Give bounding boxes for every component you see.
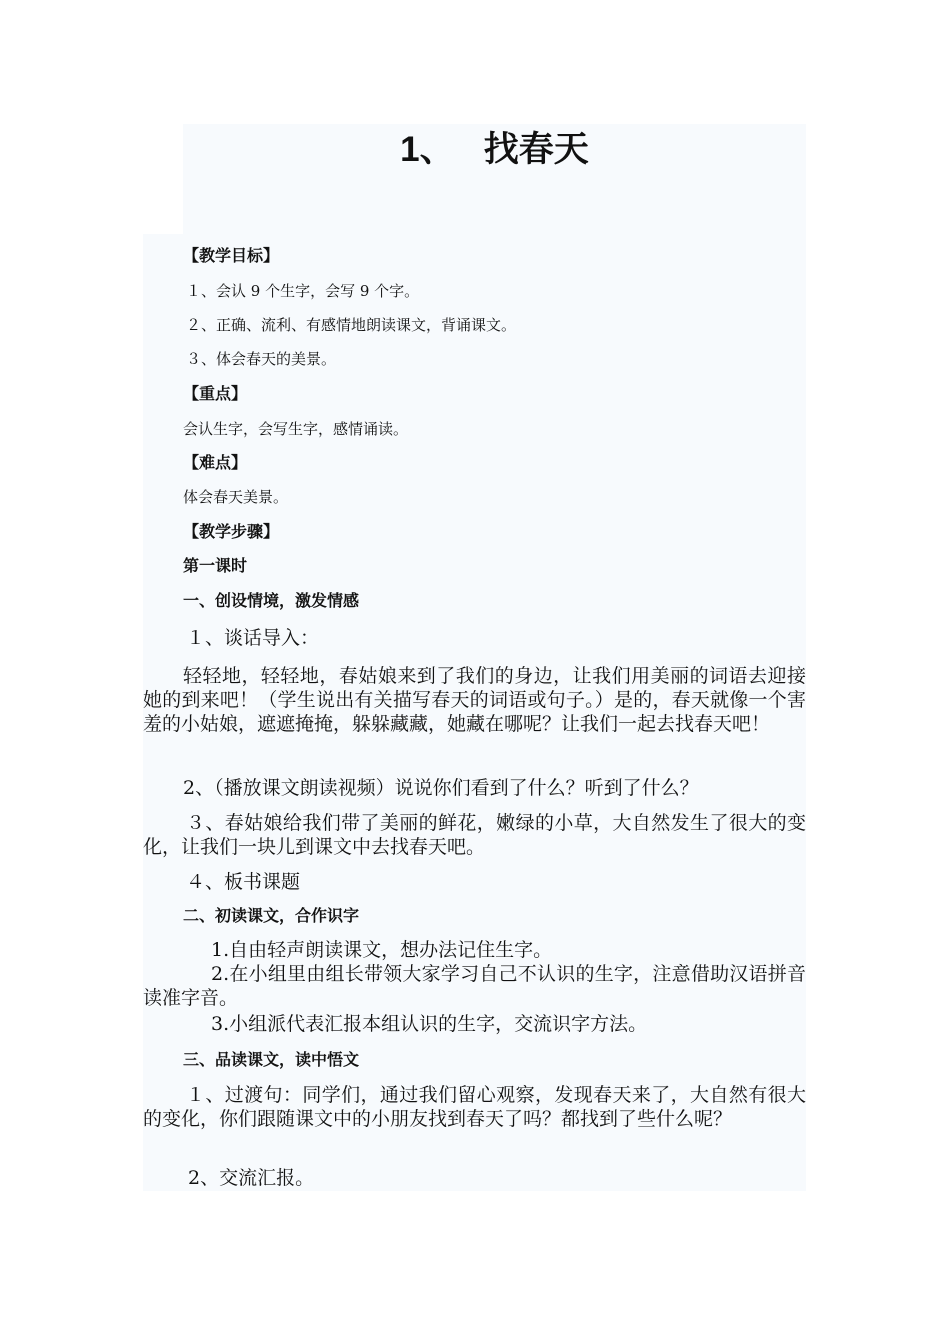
objective-item: ２、正确、流利、有感情地朗读课文，背诵课文。	[186, 316, 517, 334]
step-item: 3.小组派代表汇报本组认识的生字，交流识字方法。	[211, 1013, 648, 1035]
objective-item: ３、体会春天的美景。	[186, 350, 337, 368]
step-item: 2、交流汇报。	[188, 1167, 315, 1189]
objectives-heading: 【教学目标】	[183, 246, 280, 265]
step-paragraph: 2.在小组里由组长带领大家学习自己不认识的生字，注意借助汉语拼音读准字音。	[143, 963, 806, 1009]
section-heading: 一、创设情境，激发情感	[183, 591, 360, 610]
objective-item: １、会认 9 个生字，会写 9 个字。	[186, 282, 420, 300]
step-item: 1.自由轻声朗读课文，想办法记住生字。	[211, 939, 553, 961]
key-point-heading: 【重点】	[183, 384, 248, 403]
lesson-label: 第一课时	[183, 556, 248, 575]
section-heading: 二、初读课文，合作识字	[183, 906, 360, 925]
steps-heading: 【教学步骤】	[183, 522, 280, 541]
step-paragraph: ３、春姑娘给我们带了美丽的鲜花，嫩绿的小草，大自然发生了很大的变化，让我们一块儿到课文中去找春天吧。	[143, 812, 806, 858]
page-title: 1、 找春天	[400, 130, 589, 169]
section-heading: 三、品读课文，读中悟文	[183, 1050, 360, 1069]
key-point-text: 会认生字，会写生字，感情诵读。	[183, 420, 409, 438]
step-item: 2、（播放课文朗读视频）说说你们看到了什么？听到了什么？	[183, 777, 699, 799]
difficulty-heading: 【难点】	[183, 453, 248, 472]
intro-paragraph: 轻轻地，轻轻地，春姑娘来到了我们的身边，让我们用美丽的词语去迎接她的到来吧！（学生说出有关描写春天的词语或句子。）是的，春天就像一个害羞的小姑娘，遮遮掩掩，躲躲藏藏，她藏在哪呢？让我们一起去找春天吧！	[143, 665, 806, 735]
step-item: ４、板书课题	[186, 871, 301, 893]
difficulty-text: 体会春天美景。	[183, 488, 289, 506]
step-paragraph: １、过渡句：同学们，通过我们留心观察，发现春天来了，大自然有很大的变化，你们跟随课文中的小朋友找到春天了吗？都找到了些什么呢？	[143, 1084, 806, 1130]
step-item: １、谈话导入：	[186, 627, 320, 649]
